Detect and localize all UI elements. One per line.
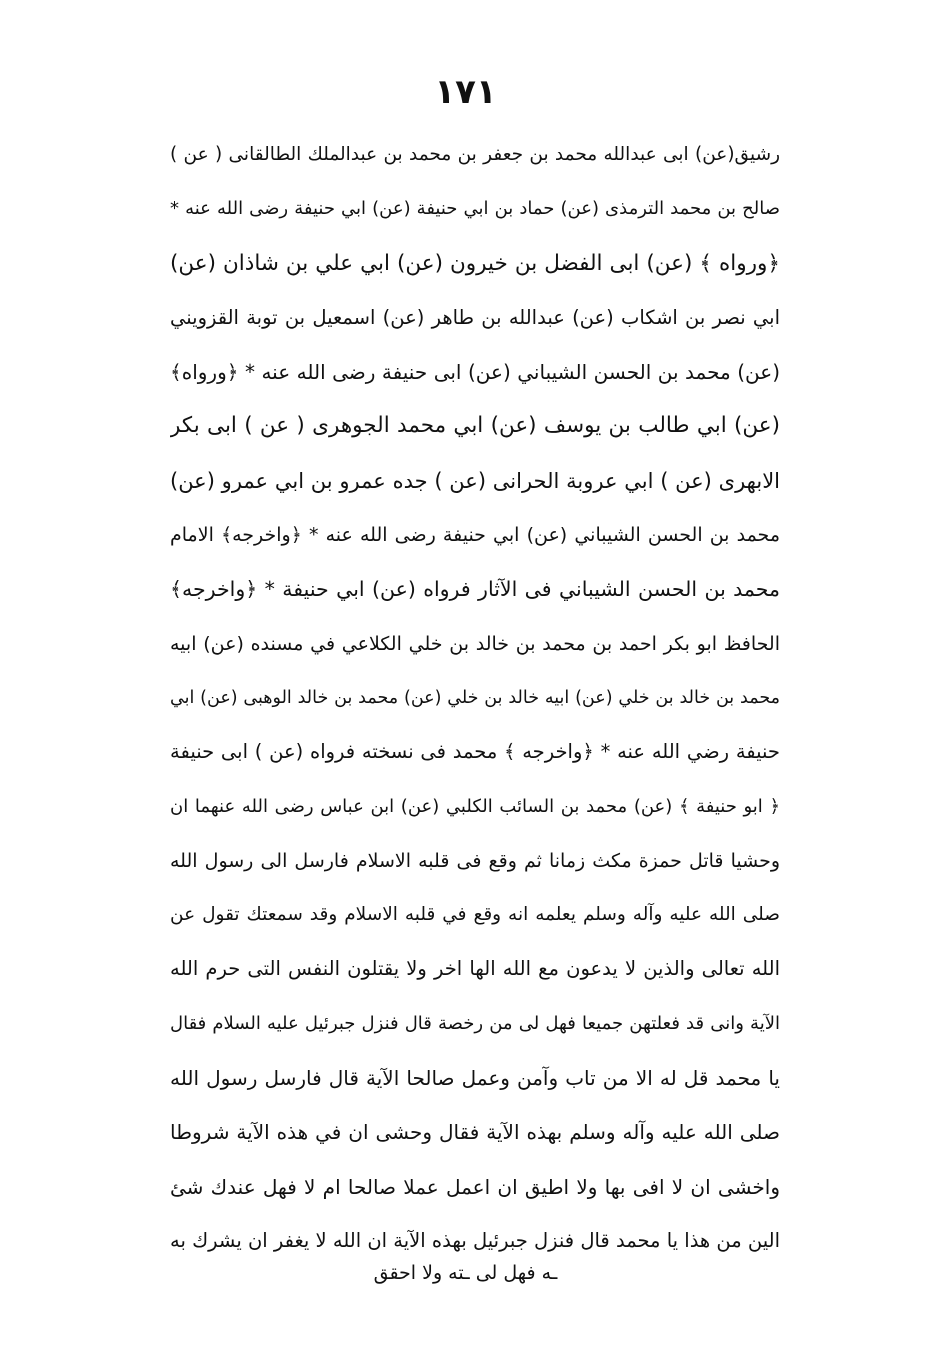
text-line: يا محمد قل له الا من تاب وآمن وعمل صالحا الآية قال فارسل رسول الله	[170, 1066, 780, 1091]
text-line: رشيق(عن) ابى عبدالله محمد بن جعفر بن محمد بن عبدالملك الطالقانى ( عن )	[170, 144, 780, 165]
text-line: محمد بن الحسن الشيباني فى الآثار فرواه (عن) ابي حنيفة * ﴿واخرجه﴾	[170, 577, 780, 602]
text-line: وحشيا قاتل حمزة مكث زمانا ثم وقع فى قلبه الاسلام فارسل الى رسول الله	[170, 849, 780, 872]
text-line: واخشى ان لا افى بها ولا اطيق ان اعمل عملا صالحا ام لا فهل عندك شئ	[170, 1174, 780, 1199]
text-line: الين من هذا يا محمد قال فنزل جبرئيل بهذه الآية ان الله لا يغفر ان يشرك به	[170, 1228, 780, 1252]
text-line: الابهرى (عن ) ابي عروبة الحرانى (عن ) جده عمرو بن ابي عمرو (عن)	[170, 468, 780, 493]
text-line: صلى الله عليه وآله وسلم بهذه الآية فقال وحشى ان في هذه الآية شروطا	[170, 1120, 780, 1145]
text-line: (عن) محمد بن الحسن الشيباني (عن) ابى حنيفة رضى الله عنه * ﴿ورواه﴾	[170, 360, 780, 385]
text-line: (عن) ابي طالب بن يوسف (عن) ابي محمد الجوهرى ( عن ) ابى بكر	[170, 413, 780, 439]
page-number: ١٧١	[434, 72, 497, 112]
footnote: ـه فهل لى ـته ولا احقق	[373, 1262, 558, 1284]
text-line: صالح بن محمد الترمذى (عن) حماد بن ابي حنيفة (عن) ابي حنيفة رضى الله عنه *	[170, 198, 780, 220]
text-line: ابي نصر بن اشكاب (عن) عبدالله بن طاهر (عن) اسمعيل بن توبة القزويني	[170, 305, 780, 329]
text-line: الآية وانى قد فعلتهن جميعا فهل لى من رخصة قال فنزل جبرئيل عليه السلام فقال	[170, 1012, 780, 1034]
text-line: محمد بن الحسن الشيباني (عن) ابي حنيفة رضى الله عنه * ﴿واخرجه﴾ الامام	[170, 524, 780, 547]
text-line: ﴿ ابو حنيفة ﴾ (عن) محمد بن السائب الكلبي (عن) ابن عباس رضى الله عنهما ان	[170, 795, 780, 817]
text-line: الله تعالى والذين لا يدعون مع الله الها اخر ولا يقتلون النفس التى حرم الله	[170, 957, 780, 981]
main-text	[170, 128, 780, 1268]
text-line: محمد بن خالد بن خلي (عن) ابيه خالد بن خلي (عن) محمد بن خالد الوهبى (عن) ابي	[170, 687, 780, 708]
text-line: ﴿ورواه ﴾ (عن) ابى الفضل بن خيرون (عن) ابي علي بن شاذان (عن)	[170, 250, 780, 276]
text-line: حنيفة رضي الله عنه * ﴿واخرجه ﴾ محمد فى نسخته فرواه (عن ) ابى حنيفة	[170, 740, 780, 764]
text-line: صلى الله عليه وآله وسلم يعلمه انه وقع في قلبه الاسلام وقد سمعتك تقول عن	[170, 904, 780, 926]
text-line: الحافظ ابو بكر احمد بن محمد بن خالد بن خلي الكلاعي في مسنده (عن) ابيه	[170, 632, 780, 655]
